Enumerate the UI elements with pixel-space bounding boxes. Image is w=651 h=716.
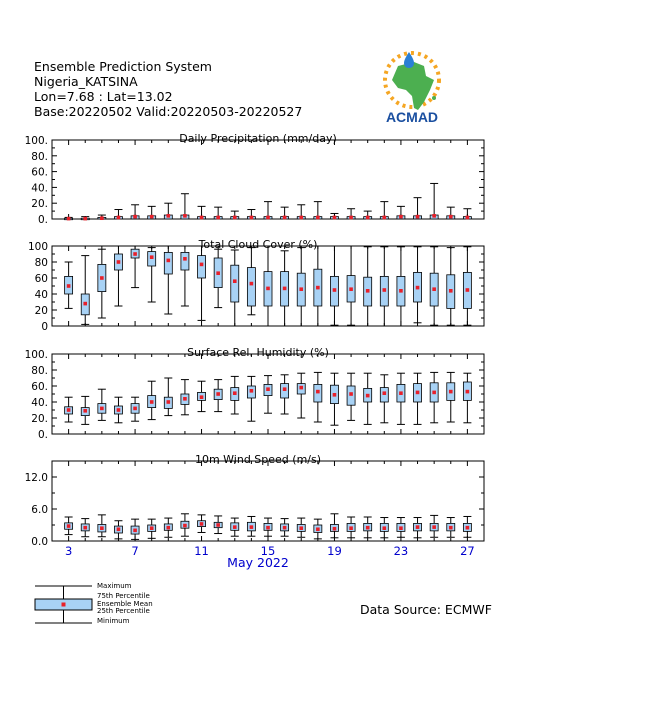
y-tick-label: 80. [31, 150, 48, 163]
mean-marker [349, 216, 353, 220]
mean-marker [333, 288, 337, 292]
mean-marker [250, 389, 254, 393]
mean-marker [432, 525, 436, 529]
x-tick-label: 27 [460, 544, 475, 558]
legend-minimum: Minimum [97, 617, 130, 625]
system-title: Ensemble Prediction System [34, 59, 212, 74]
location-name: Nigeria_KATSINA [34, 74, 138, 89]
mean-marker [233, 279, 237, 283]
mean-marker [100, 216, 104, 220]
mean-marker [266, 216, 270, 220]
mean-marker [133, 215, 137, 219]
mean-marker [83, 409, 87, 413]
y-tick-label: 0. [37, 214, 48, 226]
legend-maximum: Maximum [97, 582, 132, 590]
mean-marker [316, 527, 320, 531]
mean-marker [466, 216, 470, 220]
mean-marker [233, 216, 237, 220]
validity-dates: Base:20220502 Valid:20220503-20220527 [34, 104, 303, 119]
mean-marker [67, 284, 71, 288]
mean-marker [233, 525, 237, 529]
mean-marker [366, 394, 370, 398]
mean-marker [283, 387, 287, 391]
mean-marker [349, 526, 353, 530]
mean-marker [250, 282, 254, 286]
mean-marker [283, 216, 287, 220]
mean-marker [383, 216, 387, 220]
mean-marker [133, 407, 137, 411]
iqr-box [247, 268, 255, 306]
x-tick-label: 19 [327, 544, 342, 558]
mean-marker [449, 215, 453, 219]
y-tick-label: 20. [31, 413, 48, 425]
mean-marker [299, 386, 303, 390]
mean-marker [266, 287, 270, 291]
mean-marker [316, 286, 320, 290]
mean-marker [316, 216, 320, 220]
y-tick-label: 20 [34, 305, 48, 317]
mean-marker [299, 216, 303, 220]
mean-marker [266, 387, 270, 391]
mean-marker [432, 391, 436, 395]
mean-marker [432, 214, 436, 218]
mean-marker [299, 287, 303, 291]
x-axis-label: May 2022 [227, 555, 289, 570]
mean-marker [416, 525, 420, 529]
y-tick-label: 40. [31, 397, 48, 409]
mean-marker [349, 392, 353, 396]
y-tick-label: 40. [31, 182, 48, 195]
mean-marker [117, 527, 121, 531]
mean-marker [283, 287, 287, 291]
y-tick-label: 60. [31, 166, 48, 179]
panel-title: 10m Wind Speed (m/s) [194, 453, 322, 466]
legend-mean: Ensemble Mean [97, 600, 153, 608]
mean-marker [167, 214, 171, 218]
mean-marker [67, 217, 71, 221]
mean-marker [399, 215, 403, 219]
mean-marker [333, 393, 337, 397]
panel-title: Daily Precipitation (mm/day) [179, 132, 337, 145]
iqr-box [164, 252, 172, 274]
mean-marker [316, 390, 320, 394]
x-tick-label: 3 [64, 544, 73, 558]
mean-marker [117, 408, 121, 412]
mean-marker [100, 526, 104, 530]
mean-marker [83, 217, 87, 221]
y-tick-label: 100. [24, 349, 48, 361]
y-tick-label: 0. [37, 429, 48, 441]
legend-p25: 25th Percentile [97, 607, 150, 615]
mean-marker [416, 286, 420, 290]
mean-marker [216, 271, 220, 275]
mean-marker [200, 522, 204, 526]
y-tick-label: 100 [27, 241, 48, 253]
mean-marker [117, 260, 121, 264]
mean-marker [449, 390, 453, 394]
mean-marker [183, 257, 187, 261]
mean-marker [432, 287, 436, 291]
mean-marker [349, 287, 353, 291]
mean-marker [250, 216, 254, 220]
mean-marker [150, 255, 154, 259]
mean-marker [283, 526, 287, 530]
mean-marker [399, 526, 403, 530]
mean-marker [200, 263, 204, 267]
mean-marker [150, 400, 154, 404]
mean-marker [67, 524, 71, 528]
mean-marker [150, 215, 154, 219]
mean-marker [150, 526, 154, 530]
data-source: Data Source: ECMWF [360, 602, 492, 617]
y-tick-label: 40 [34, 289, 48, 301]
y-tick-label: 80. [31, 365, 48, 377]
mean-marker [416, 215, 420, 219]
mean-marker [167, 400, 171, 404]
x-tick-label: 23 [393, 544, 409, 558]
y-tick-label: 100. [24, 135, 48, 147]
mean-marker [366, 526, 370, 530]
mean-marker [383, 391, 387, 395]
mean-marker [250, 525, 254, 529]
mean-marker [167, 259, 171, 263]
mean-marker [83, 526, 87, 530]
mean-marker [366, 216, 370, 220]
mean-marker [200, 395, 204, 399]
y-tick-label: 0.0 [31, 536, 48, 548]
mean-marker [100, 276, 104, 280]
mean-marker [466, 526, 470, 530]
mean-marker [399, 391, 403, 395]
mean-marker [133, 252, 137, 256]
mean-marker [200, 216, 204, 220]
x-tick-label: 7 [131, 544, 139, 558]
y-tick-label: 60 [34, 273, 48, 285]
mean-marker [266, 526, 270, 530]
mean-marker [233, 391, 237, 395]
y-tick-label: 0 [41, 321, 48, 333]
panel-title: Total Cloud Cover (%) [198, 238, 318, 251]
mean-marker [449, 526, 453, 530]
y-tick-label: 6.0 [31, 504, 48, 516]
iqr-box [181, 252, 189, 270]
mean-marker [167, 526, 171, 530]
mean-marker [466, 390, 470, 394]
mean-marker [383, 288, 387, 292]
mean-marker [299, 526, 303, 530]
mean-marker [100, 407, 104, 411]
mean-marker [416, 391, 420, 395]
mean-marker [216, 216, 220, 220]
mean-marker [216, 392, 220, 396]
mean-marker [133, 529, 137, 533]
mean-marker [333, 216, 337, 220]
mean-marker [83, 302, 87, 306]
mean-marker [183, 214, 187, 218]
coordinates: Lon=7.68 : Lat=13.02 [34, 89, 173, 104]
mean-marker [383, 526, 387, 530]
mean-marker [117, 216, 121, 220]
iqr-box [231, 265, 239, 302]
y-tick-label: 20. [31, 198, 48, 211]
mean-marker [399, 289, 403, 293]
x-tick-label: 11 [194, 544, 209, 558]
y-tick-label: 60. [31, 381, 48, 393]
panel-title: Surface Rel. Humidity (%) [187, 346, 329, 359]
mean-marker [216, 523, 220, 527]
legend-p75: 75th Percentile [97, 592, 150, 600]
logo-text: ACMAD [385, 109, 439, 125]
iqr-box [198, 256, 206, 278]
mean-marker [333, 527, 337, 531]
mean-marker [466, 288, 470, 292]
mean-marker [449, 289, 453, 293]
mean-marker [183, 397, 187, 401]
y-tick-label: 12.0 [24, 472, 48, 484]
mean-marker [366, 289, 370, 293]
y-tick-label: 80 [34, 257, 48, 269]
mean-marker [67, 408, 71, 412]
x-tick-label: 15 [260, 544, 276, 558]
mean-marker [183, 524, 187, 528]
legend [34, 580, 234, 630]
